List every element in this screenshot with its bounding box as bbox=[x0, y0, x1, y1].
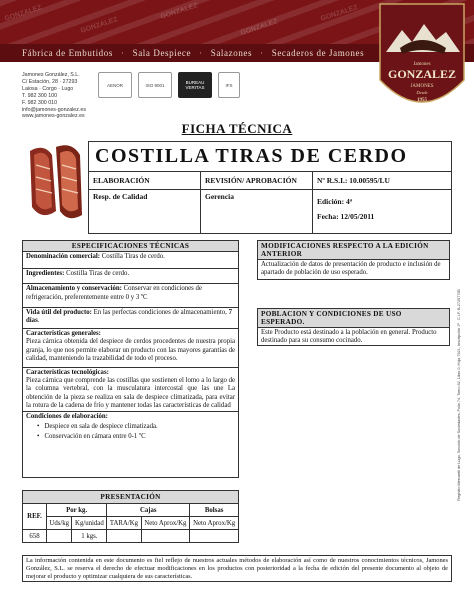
por-kg-label: Por kg. bbox=[47, 504, 107, 517]
watermark-text: GONZALEZ bbox=[239, 18, 279, 37]
logo-sub: JAMONES bbox=[410, 84, 434, 89]
nav-item-sala: Sala Despiece bbox=[132, 48, 192, 58]
cell-neto-cajas bbox=[141, 530, 190, 543]
modificaciones-text: Actualización de datos de presentación de producto e inclusión de apartado de población de uso esperado. bbox=[261, 261, 441, 277]
edition: Edición: 4ª bbox=[317, 197, 352, 206]
presentacion-table bbox=[22, 490, 239, 543]
presentacion-heading: PRESENTACIÓN bbox=[23, 491, 239, 504]
company-web: www.jamones-gonzalez.es bbox=[22, 113, 85, 120]
company-address: C/ Estación, 28 · 27293 bbox=[22, 78, 78, 85]
company-phone: T. 982 300 100 bbox=[22, 92, 58, 99]
logo-brand: GONZALEZ bbox=[387, 67, 457, 81]
spec-generales: Características generales: Pieza cárnica obtenida del despiece de cerdos procedentes de nuestra propia granja, lo que nos permite elaborar un producto con las mayores garantías de calidad, manteniendo la trazabilidad de todo el proceso. bbox=[26, 330, 235, 362]
page-title: FICHA TÉCNICA bbox=[181, 121, 293, 136]
cajas-label: Cajas bbox=[107, 504, 190, 517]
product-image bbox=[22, 141, 90, 225]
company-fax: F. 982 300 010 bbox=[22, 99, 58, 106]
col-neto-cajas: Neto Aprox/Kg bbox=[141, 517, 190, 530]
watermark-text: GONZALEZ bbox=[79, 16, 119, 35]
registry-note: Registro Mercantil de Lugo, Sección de Sociedades, Folio 74, Tomo 62, Libro 0, Hoja 7621, Inscripción 1ª · C.I.F. B-27257765 bbox=[457, 289, 461, 501]
logo-year: 1955 bbox=[417, 98, 427, 103]
table-row bbox=[23, 530, 239, 543]
col-uds-kg: Uds/kg bbox=[47, 517, 72, 530]
specs-heading: ESPECIFICACIONES TÉCNICAS bbox=[23, 241, 238, 252]
resp-calidad: Resp. de Calidad bbox=[89, 190, 201, 234]
cell-neto-bolsas bbox=[190, 530, 239, 543]
gerencia: Gerencia bbox=[201, 190, 313, 234]
poblacion-heading: POBLACION Y CONDICIONES DE USO ESPERADO. bbox=[258, 309, 449, 328]
spec-almacenamiento: Almacenamiento y conservación: Conservar en condiciones de refrigeración, preferentemente entre 0 y 3 ºC bbox=[26, 285, 202, 301]
spec-ingredientes: Ingredientes: Costilla Tiras de cerdo. bbox=[26, 270, 130, 278]
document-header-table bbox=[88, 141, 452, 234]
nav-item-fabrica: Fábrica de Embutidos bbox=[22, 48, 113, 58]
nav-item-salazones: Salazones bbox=[210, 48, 253, 58]
cert-ifs-badge: IFS bbox=[218, 72, 240, 98]
company-info bbox=[22, 72, 86, 120]
footer-disclaimer: La información contenida en este documento es fiel reflejo de nuestros actuales métodos de elaboración así como de nuestros conocimientos técnicos, Jamones González, S.L. se reserva el derecho de efectuar modificaciones en los productos con posterioridad a la fecha de edición del presente documento al objeto de mejorar el producto y optimizar cualquiera de sus características. bbox=[22, 555, 452, 582]
poblacion-text: Este Producto está destinado a la población en general. Producto destinado para su consumo cocinado. bbox=[261, 329, 437, 345]
modificaciones-section bbox=[257, 240, 450, 280]
cert-iso-badge: ISO 9001 bbox=[138, 72, 172, 98]
header-nav: Fábrica de Embutidos · Sala Despiece · Salazones · Secaderos de Jamones bbox=[0, 44, 474, 62]
elab-item-2: • Conservación en cámara entre 0-1 ºC bbox=[37, 433, 146, 441]
watermark-text: GONZALEZ bbox=[159, 2, 199, 21]
rsi-number: Nº R.S.I.: 10.00595/LU bbox=[313, 172, 452, 190]
watermark-text: GONZALEZ bbox=[319, 4, 359, 23]
spec-vida-util: Vida útil del producto: En las perfectas condiciones de almacenamiento, 7 días. bbox=[26, 308, 232, 325]
logo-top: Jamones bbox=[413, 62, 431, 67]
logo-since: Desde bbox=[416, 90, 428, 95]
edition-info bbox=[313, 190, 452, 234]
col-neto-bolsas: Neto Aprox/Kg bbox=[190, 517, 239, 530]
modificaciones-heading: MODIFICACIONES RESPECTO A LA EDICIÓN ANTERIOR bbox=[258, 241, 449, 260]
company-email: info@jamones-gonzalez.es bbox=[22, 106, 86, 113]
elaboracion-label: ELABORACIÓN bbox=[89, 172, 201, 190]
cell-uds bbox=[47, 530, 72, 543]
cell-tara bbox=[107, 530, 141, 543]
spec-tecnologicas: Características tecnológicas: Pieza cárnica que comprende las costillas que sostienen el lomo a lo largo de la columna vertebral, con la musculatura intercostal que las une La obtención de la pieza se realiza en sala de despiece climatizada, para evitar la rotura de la cadena de frío y mantener todas las características de calidad bbox=[26, 369, 235, 409]
watermark-text: GONZALEZ bbox=[3, 4, 43, 23]
company-city: Laiosa · Corgo · Lugo bbox=[22, 85, 74, 92]
cert-bureau-badge: BUREAU VERITAS bbox=[178, 72, 212, 98]
gonzalez-logo bbox=[376, 2, 468, 126]
cell-ref: 658 bbox=[23, 530, 47, 543]
col-tara: TARA/Kg bbox=[107, 517, 141, 530]
nav-item-secaderos: Secaderos de Jamones bbox=[271, 48, 365, 58]
revision-label: REVISIÓN/ APROBACIÓN bbox=[201, 172, 313, 190]
specs-section bbox=[22, 240, 239, 478]
date: Fecha: 12/05/2011 bbox=[317, 212, 375, 221]
certifications bbox=[98, 72, 240, 98]
spec-denominacion: Denominación comercial: Costilla Tiras de cerdo. bbox=[26, 253, 165, 260]
product-name: COSTILLA TIRAS DE CERDO bbox=[89, 142, 452, 172]
elab-item-1: • Despiece en sala de despiece climatizada. bbox=[37, 423, 158, 431]
cell-kg: 1 kgs. bbox=[72, 530, 107, 543]
cert-aenor-badge: AENOR bbox=[98, 72, 132, 98]
company-name: Jamones González, S.L. bbox=[22, 72, 80, 78]
col-kg-unidad: Kg/unidad bbox=[72, 517, 107, 530]
spec-elaboracion: Condiciones de elaboración: bbox=[26, 413, 108, 421]
ref-label: REF. bbox=[23, 504, 47, 530]
poblacion-section bbox=[257, 308, 450, 346]
bolsas-label: Bolsas bbox=[190, 504, 239, 517]
